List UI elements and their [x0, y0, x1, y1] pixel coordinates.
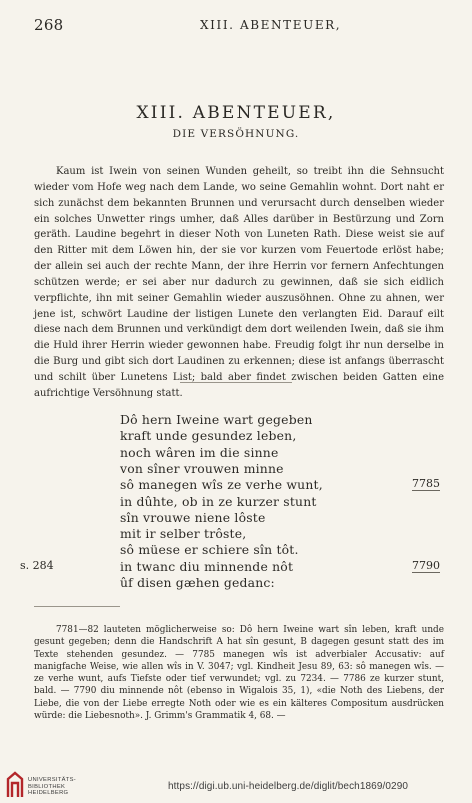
logo-text-line: UNIVERSITÄTS-: [28, 777, 77, 783]
summary-paragraph: [34, 164, 444, 402]
page-footer: [0, 765, 472, 803]
verse-line: sô müese er schiere sîn tôt.: [120, 542, 299, 558]
verse-number: 7790: [412, 558, 440, 572]
chapter-subtitle: DIE VERSÖHNUNG.: [172, 128, 300, 140]
verse-line: von sîner vrouwen minne: [120, 460, 284, 476]
verse-line: kraft unde gesundez leben,: [120, 428, 297, 444]
footnote: [34, 624, 444, 722]
verse-line: sô manegen wîs ze verhe wunt,: [120, 477, 323, 493]
doi-link[interactable]: https://digi.ub.uni-heidelberg.de/diglit/bech1869/0290: [168, 781, 409, 792]
source-page-reference: s. 284: [20, 558, 54, 572]
verse-line: Dô hern Iweine wart gegeben: [120, 412, 313, 427]
footnote-text: 7781—82 lauteten möglicherweise so: Dô hern Iweine wart sîn leben, kraft unde gesunt gegeben; denn die Handschrift A hat sîn gesunt, B dagegen gesunt statt des im Texte stehenden gesundez. — 7785 manegen wîs ist adverbialer Accusativ: auf manigfache Weise, wie allen wîs in V. 3047; vgl. Kindheit Jesu 89, 63: sô manegen wîs. — ze verhe wunt, aufs Tiefste oder tief verwundet; vgl. zu 7234. — 7786 ze kurzer stunt, bald. — 7790 diu minnende nôt (ebenso in Wigalois 35, 1), «die Noth des Liebens, der Liebe, die von der Liebe erregte Noth oder wie es ein kälteres Compositum ausdrücken würde: die Liebesnoth». J. Grimm's Grammatik 4, 68. —: [34, 625, 444, 722]
verse-line: in twanc diu minnende nôt: [120, 558, 294, 574]
footnote-divider: [34, 606, 120, 607]
verse-line: noch wâren im die sinne: [120, 444, 279, 460]
summary-text: Kaum ist Iwein von seinen Wunden geheilt, so treibt ihn die Sehnsucht wieder vom Hofe weg nach dem Lande, wo seine Gemahlin wohnt. Dort naht er sich zunächst dem bekannten Brunnen und verursacht durch denselben wieder ein solches Unwetter rings umher, daß Alles darüber in Bestürzung und Zorn geräth. Laudine begehrt in dieser Noth von Luneten Rath. Diese weist sie auf den Ritter mit dem Löwen hin, der sie vor kurzen vom Feuertode erlöst habe; der allein sei auch der rechte Mann, der ihre Herrin vor fernern Anfechtungen schützen werde; er sei aber nur dadurch zu gewinnen, daß sie sich eidlich verpflichte, ihn mit seiner Gemahlin wieder auszusöhnen. Ohne zu ahnen, wer jene ist, schwört Laudine der listigen Lunete den verlangten Eid. Darauf eilt diese nach dem Brunnen und verkündigt dem dort weilenden Iwein, daß sie ihm die Huld ihrer Herrin wieder gewonnen habe. Freudig folgt ihr nun derselbe in die Burg und gibt sich dort Laudinen zu erkennen; diese ist anfangs überrascht und schilt über Lunetens List; bald aber findet zwischen beiden Gatten eine aufrichtige Versöhnung statt.: [34, 166, 444, 399]
running-head: [34, 16, 440, 36]
running-title: XIII. ABENTEUER,: [200, 18, 342, 32]
page-number: 268: [34, 16, 64, 34]
logo-text-line: BIBLIOTHEK: [28, 783, 66, 790]
verse-line: in dûhte, ob in ze kurzer stunt: [120, 493, 317, 509]
verse-number: 7785: [412, 477, 440, 491]
chapter-title: XIII. ABENTEUER,: [136, 103, 336, 123]
verse-block: [20, 412, 440, 592]
verse-line: sîn vrouwe niene lôste: [120, 509, 266, 525]
section-divider: [180, 382, 292, 383]
library-logo-icon: [6, 771, 24, 799]
library-logo: [6, 771, 126, 801]
logo-text-line: HEIDELBERG: [28, 790, 69, 797]
verse-line: ûf disen gæhen gedanc:: [120, 575, 275, 590]
verse-line: mit ir selber trôste,: [120, 526, 247, 542]
